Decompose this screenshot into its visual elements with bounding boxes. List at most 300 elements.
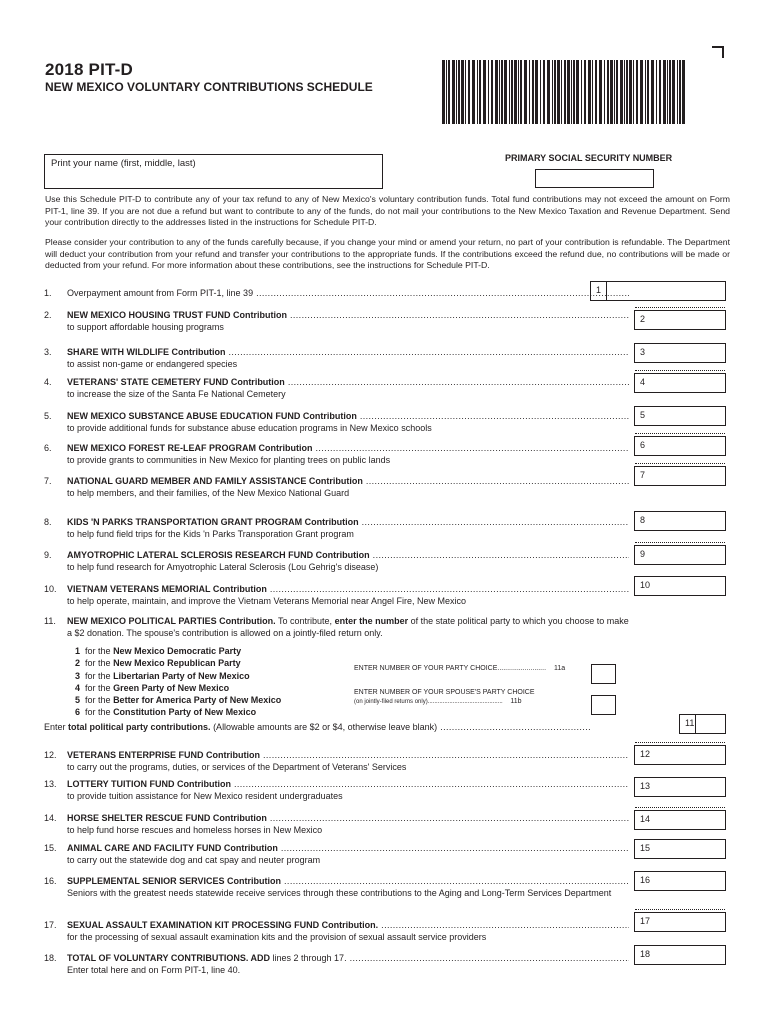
- line-number: 10.: [44, 584, 57, 594]
- line-16-title-wrap: [67, 875, 281, 887]
- line-6-title: NEW MEXICO FOREST RE-LEAF PROGRAM Contribution: [67, 443, 313, 453]
- line-3: [44, 346, 629, 370]
- barcode-bar: [599, 60, 602, 124]
- line-13: [44, 778, 629, 802]
- barcode-bar: [656, 60, 657, 124]
- amount-box-18[interactable]: [634, 945, 726, 965]
- line-8-description: to help fund field trips for the Kids 'n Parks Transporation Grant program: [67, 529, 354, 540]
- barcode-bar: [518, 60, 519, 124]
- line-10: [44, 583, 629, 607]
- line-11-text-a: To contribute,: [278, 616, 333, 626]
- line-number: 9.: [44, 550, 52, 560]
- barcode-bar: [647, 60, 649, 124]
- line-3-head: [67, 346, 629, 358]
- amount-box-4[interactable]: [634, 373, 726, 393]
- barcode-bar: [626, 60, 628, 124]
- line-6: [44, 442, 629, 466]
- barcode-bar: [479, 60, 481, 124]
- barcode-bar: [468, 60, 470, 124]
- barcode-bar: [557, 60, 560, 124]
- party-number: 5: [75, 695, 81, 706]
- line-number: 15.: [44, 843, 57, 853]
- line-15-description: to carry out the statewide dog and cat spay and neuter program: [67, 855, 321, 866]
- line-1-title: Overpayment amount from Form PIT-1, line 39: [67, 288, 254, 298]
- line-2-title-wrap: [67, 309, 287, 321]
- line-5-title: NEW MEXICO SUBSTANCE ABUSE EDUCATION FUND Contribution: [67, 411, 357, 421]
- line-18: [44, 952, 629, 976]
- registration-corner-mark: [712, 46, 724, 58]
- barcode-bar: [524, 60, 527, 124]
- box-number-9: 9: [640, 549, 646, 559]
- amount-box-14[interactable]: [634, 810, 726, 830]
- party-number: 3: [75, 670, 81, 681]
- line-18-title-tail: lines 2 through 17.: [272, 953, 347, 963]
- line-16-head: [67, 875, 629, 887]
- amount-box-1[interactable]: [590, 281, 726, 301]
- line-5: [44, 410, 629, 434]
- line-12-title: VETERANS ENTERPRISE FUND Contribution: [67, 750, 260, 760]
- barcode-bar: [552, 60, 553, 124]
- barcode-bar: [595, 60, 597, 124]
- line-number: 18.: [44, 953, 57, 963]
- line-2: [44, 309, 629, 333]
- line-14-description: to help fund horse rescues and homeless horses in New Mexico: [67, 825, 323, 836]
- barcode-bar: [452, 60, 455, 124]
- party-pre: for the: [85, 695, 111, 706]
- box-number-10: 10: [640, 580, 651, 590]
- line-7-text: [67, 475, 629, 499]
- line-11-text-c: of the state political party to which you choose to make a $2 donation. The spouse's contribution is allowed on a jointly-filed return only.: [67, 616, 629, 639]
- total-bold: total political party contributions.: [68, 722, 211, 732]
- box-number-14: 14: [640, 814, 651, 824]
- leader-dots: [270, 583, 629, 595]
- leader-dots: [288, 376, 629, 388]
- line-12: [44, 749, 629, 773]
- line-2-title: NEW MEXICO HOUSING TRUST FUND Contribution: [67, 310, 287, 320]
- line-11-title: NEW MEXICO POLITICAL PARTIES Contribution.: [67, 616, 276, 626]
- line-11-text: [67, 615, 629, 639]
- barcode-bar: [501, 60, 503, 124]
- line-3-title: SHARE WITH WILDLIFE Contribution: [67, 347, 226, 357]
- line-9-title: AMYOTROPHIC LATERAL SCLEROSIS RESEARCH FUND Contribution: [67, 550, 370, 560]
- amount-box-16[interactable]: [634, 871, 726, 891]
- line-8-head: [67, 516, 629, 528]
- box-guide-line: [635, 307, 725, 308]
- barcode-bar: [499, 60, 500, 124]
- line-2-description: to support affordable housing programs: [67, 322, 224, 333]
- line-13-description: to provide tuition assistance for New Mexico resident undergraduates: [67, 791, 343, 802]
- line-6-text: [67, 442, 629, 466]
- line-15-head: [67, 842, 629, 854]
- barcode-bar: [465, 60, 466, 124]
- instructions-paragraph-2: Please consider your contribution to any of the funds carefully because, if you change your mind or amend your return, no part of your contribution is refundable. The Department will deduct your contribution from your refund and transfer your contributions to the appropriate funds. If the contributions exceed the refund due, no contributions will be made or deducted from your refund. For more information about these contributions, see the instructions for Schedule PIT-D.: [45, 237, 730, 271]
- line-11-total-text: [44, 721, 437, 733]
- party-pre: for the: [85, 646, 111, 656]
- line-8-title: KIDS 'N PARKS TRANSPORTATION GRANT PROGRAM Contribution: [67, 517, 359, 527]
- line-7-description: to help members, and their families, of the New Mexico National Guard: [67, 488, 350, 499]
- box-number-1: 1: [591, 282, 607, 300]
- form-subtitle: NEW MEXICO VOLUNTARY CONTRIBUTIONS SCHEDULE: [45, 80, 373, 94]
- barcode-bar: [584, 60, 586, 124]
- line-10-head: [67, 583, 629, 595]
- barcode-bar: [571, 60, 572, 124]
- line-17-title: SEXUAL ASSAULT EXAMINATION KIT PROCESSING FUND Contribution.: [67, 920, 379, 930]
- box-number-18: 18: [640, 949, 651, 959]
- line-3-description: to assist non-game or endangered species: [67, 359, 238, 370]
- box-number-6: 6: [640, 440, 646, 450]
- line-4-description: to increase the size of the Santa Fe National Cemetery: [67, 389, 286, 400]
- box-number-12: 12: [640, 749, 651, 759]
- line-14-head: [67, 812, 629, 824]
- party-number: 6: [75, 707, 81, 718]
- taxpayer-name-field[interactable]: [44, 154, 383, 189]
- leader-dots: [281, 842, 629, 854]
- leader-dots: [362, 516, 629, 528]
- box-number-5: 5: [640, 410, 646, 420]
- line-number: 14.: [44, 813, 57, 823]
- line-number: 8.: [44, 517, 52, 527]
- ssn-input[interactable]: [535, 169, 654, 188]
- line-9: [44, 549, 629, 573]
- barcode-bar: [592, 60, 593, 124]
- barcode-bar: [554, 60, 556, 124]
- box-guide-line: [635, 370, 725, 371]
- barcode-bar: [669, 60, 671, 124]
- barcode-bar: [651, 60, 654, 124]
- line-14-text: [67, 812, 629, 836]
- party-pre: for the: [85, 707, 111, 718]
- line-1-head: [67, 287, 629, 299]
- line-15: [44, 842, 629, 866]
- line-11: [44, 615, 629, 639]
- box-guide-line: [635, 463, 725, 464]
- line-number: 5.: [44, 411, 52, 421]
- leader-dots: [256, 287, 629, 299]
- line-18-description: Enter total here and on Form PIT-1, line 40.: [67, 965, 241, 976]
- box-number-17: 17: [640, 916, 651, 926]
- line-9-title-wrap: [67, 549, 370, 561]
- line-12-text: [67, 749, 629, 773]
- party-name: New Mexico Democratic Party: [113, 646, 242, 656]
- barcode-bar: [607, 60, 609, 124]
- barcode-bar: [529, 60, 530, 124]
- amount-box-10[interactable]: [634, 576, 726, 596]
- line-number: 2.: [44, 310, 52, 320]
- barcode-bar: [667, 60, 668, 124]
- barcode-bar: [477, 60, 478, 124]
- barcode-bar: [636, 60, 638, 124]
- barcode-bar: [624, 60, 625, 124]
- line-15-title: ANIMAL CARE AND FACILITY FUND Contribution: [67, 843, 278, 853]
- line-8-title-wrap: [67, 516, 359, 528]
- party-item: [75, 657, 281, 669]
- barcode-bar: [672, 60, 675, 124]
- box-number-2: 2: [640, 314, 646, 324]
- line-11-text-b: enter the number: [334, 616, 409, 626]
- barcode-bar: [504, 60, 507, 124]
- line-9-description: to help fund research for Amyotrophic Lateral Sclerosis (Lou Gehrig's disease): [67, 562, 379, 573]
- party-item: [75, 645, 281, 657]
- party-number: 4: [75, 682, 81, 693]
- barcode-bar: [614, 60, 615, 124]
- spouse-choice-sub-text: (on jointly-filed returns only): [354, 699, 428, 705]
- line-17: [44, 919, 629, 943]
- line-5-description: to provide additional funds for substance abuse education programs in New Mexico schools: [67, 423, 432, 434]
- party-choice-text: ENTER NUMBER OF YOUR PARTY CHOICE: [354, 665, 498, 672]
- barcode-bar: [511, 60, 513, 124]
- barcode-bar: [604, 60, 605, 124]
- barcode-bar: [564, 60, 566, 124]
- leader-dots: [360, 410, 629, 422]
- barcode-bar: [620, 60, 623, 124]
- line-10-description: to help operate, maintain, and improve the Vietnam Veterans Memorial near Angel Fire, New Mexico: [67, 596, 467, 607]
- line-16: [44, 875, 629, 899]
- barcode-bar: [629, 60, 632, 124]
- line-3-title-wrap: [67, 346, 225, 358]
- barcode-bar: [610, 60, 613, 124]
- line-13-title-wrap: [67, 778, 231, 790]
- line-7-title: NATIONAL GUARD MEMBER AND FAMILY ASSISTANCE Contribution: [67, 476, 363, 486]
- line-8: [44, 516, 629, 540]
- line-17-description: for the processing of sexual assault examination kits and the provision of sexual assault service providers: [67, 932, 487, 943]
- line-18-title: TOTAL OF VOLUNTARY CONTRIBUTIONS. ADD: [67, 953, 270, 963]
- line-11-total-head: [44, 721, 644, 733]
- form-title: 2018 PIT-D: [45, 60, 133, 79]
- barcode-bar: [514, 60, 517, 124]
- leader-dots: [234, 778, 629, 790]
- line-number: 13.: [44, 779, 57, 789]
- line-11-total: [44, 721, 644, 733]
- line-13-head: [67, 778, 629, 790]
- line-14-title: HORSE SHELTER RESCUE FUND Contribution: [67, 813, 267, 823]
- spouse-choice-id: 11b: [510, 698, 522, 705]
- party-item: [75, 670, 281, 682]
- leader-dots: [381, 919, 629, 931]
- party-choice-id: 11a: [553, 665, 566, 672]
- barcode-bar: [576, 60, 579, 124]
- barcode-bar: [659, 60, 661, 124]
- box-guide-line: [635, 542, 725, 543]
- barcode-bar: [520, 60, 522, 124]
- line-number: 7.: [44, 476, 52, 486]
- barcode-bar: [588, 60, 591, 124]
- line-18-title-wrap: [67, 952, 347, 964]
- line-4-title-wrap: [67, 376, 285, 388]
- box-number-7: 7: [640, 470, 646, 480]
- leader-dots: [366, 475, 629, 487]
- barcode-bar: [509, 60, 510, 124]
- party-item: [75, 682, 281, 694]
- amount-box-2[interactable]: [634, 310, 726, 330]
- line-16-text: [67, 875, 629, 899]
- line-16-title: SUPPLEMENTAL SENIOR SERVICES Contribution: [67, 876, 282, 886]
- amount-box-7[interactable]: [634, 466, 726, 486]
- box-number-15: 15: [640, 843, 651, 853]
- party-name: Libertarian Party of New Mexico: [113, 670, 250, 681]
- barcode-bar: [645, 60, 646, 124]
- leader-dots: [263, 749, 629, 761]
- barcode-bar: [491, 60, 493, 124]
- spouse-choice-input[interactable]: [591, 695, 616, 715]
- amount-box-8[interactable]: [634, 511, 726, 531]
- instructions-paragraph-1: Use this Schedule PIT-D to contribute any of your tax refund to any of New Mexico's voluntary contribution funds. Total fund contributions may not exceed the amount on Form PIT-1, line 39. If you are not due a refund but want to contribute to any of the funds, do not mail your contributions to the New Mexico Taxation and Revenue Department. Send your contribution directly to the addresses listed in the instructions for Schedule PIT-D.: [45, 194, 730, 228]
- barcode-bar: [472, 60, 475, 124]
- line-6-description: to provide grants to communities in New Mexico for planting trees on public lands: [67, 455, 391, 466]
- line-12-head: [67, 749, 629, 761]
- total-post: (Allowable amounts are $2 or $4, otherwise leave blank): [213, 722, 438, 732]
- box-number-16: 16: [640, 875, 651, 885]
- line-1-title-wrap: [67, 287, 253, 299]
- barcode-bar: [640, 60, 643, 124]
- line-6-head: [67, 442, 629, 454]
- line-17-text: [67, 919, 629, 943]
- line-10-text: [67, 583, 629, 607]
- leader-dots: [315, 442, 629, 454]
- barcode-bar: [540, 60, 541, 124]
- line-number: 17.: [44, 920, 57, 930]
- line-2-head: [67, 309, 629, 321]
- line-8-text: [67, 516, 629, 540]
- barcode-bar: [446, 60, 447, 124]
- party-name: Green Party of New Mexico: [113, 682, 230, 693]
- leader-dots: [270, 812, 629, 824]
- line-17-head: [67, 919, 629, 931]
- box-number-8: 8: [640, 515, 646, 525]
- amount-box-13[interactable]: [634, 777, 726, 797]
- line-1-text: [67, 287, 629, 299]
- party-pre: for the: [85, 682, 111, 693]
- line-9-head: [67, 549, 629, 561]
- form-barcode: [440, 60, 690, 124]
- line-4-head: [67, 376, 629, 388]
- leader-dots: [290, 309, 629, 321]
- party-choice-input[interactable]: [591, 664, 616, 684]
- amount-box-17[interactable]: [634, 912, 726, 932]
- party-item: [75, 694, 281, 706]
- line-15-text: [67, 842, 629, 866]
- barcode-bar: [573, 60, 575, 124]
- barcode-bar: [532, 60, 534, 124]
- line-10-title-wrap: [67, 583, 267, 595]
- line-12-title-wrap: [67, 749, 260, 761]
- spouse-choice-sub: (on jointly-filed returns only)............................................. 11b: [354, 698, 522, 705]
- spouse-choice-label: ENTER NUMBER OF YOUR SPOUSE'S PARTY CHOICE: [354, 689, 535, 696]
- barcode-bar: [547, 60, 550, 124]
- barcode-bar: [461, 60, 464, 124]
- barcode-bar: [567, 60, 570, 124]
- box-number-13: 13: [640, 781, 651, 791]
- amount-box-3[interactable]: [634, 343, 726, 363]
- leader-dots: [440, 721, 590, 733]
- line-number: 1.: [44, 288, 52, 298]
- party-choice-label: ENTER NUMBER OF YOUR PARTY CHOICE......................... 11a: [354, 665, 566, 672]
- barcode-bar: [543, 60, 545, 124]
- amount-box-9[interactable]: [634, 545, 726, 565]
- barcode-bar: [561, 60, 562, 124]
- amount-box-11[interactable]: [679, 714, 726, 734]
- party-number: 1: [75, 646, 81, 656]
- party-pre: for the: [85, 670, 111, 681]
- barcode-bar: [663, 60, 666, 124]
- leader-dots: [228, 346, 629, 358]
- amount-box-15[interactable]: [634, 839, 726, 859]
- box-guide-line: [635, 742, 725, 743]
- barcode-bar: [448, 60, 450, 124]
- barcode-bar: [581, 60, 582, 124]
- box-number-11: 11: [680, 715, 696, 733]
- barcode-bar: [488, 60, 489, 124]
- box-number-4: 4: [640, 377, 646, 387]
- line-18-text: [67, 952, 629, 976]
- line-6-title-wrap: [67, 442, 312, 454]
- line-3-text: [67, 346, 629, 370]
- party-pre: for the: [85, 658, 111, 669]
- line-4-text: [67, 376, 629, 400]
- ssn-label: PRIMARY SOCIAL SECURITY NUMBER: [505, 153, 673, 163]
- total-pre: Enter: [44, 722, 66, 732]
- barcode-bar: [679, 60, 681, 124]
- line-13-title: LOTTERY TUITION FUND Contribution: [67, 779, 231, 789]
- line-5-text: [67, 410, 629, 434]
- line-number: 3.: [44, 347, 52, 357]
- party-name: New Mexico Republican Party: [113, 658, 241, 669]
- line-7: [44, 475, 629, 499]
- line-number: 12.: [44, 750, 57, 760]
- line-15-title-wrap: [67, 842, 278, 854]
- amount-box-6[interactable]: [634, 436, 726, 456]
- box-number-3: 3: [640, 347, 646, 357]
- line-13-text: [67, 778, 629, 802]
- line-7-title-wrap: [67, 475, 363, 487]
- barcode-bar: [535, 60, 538, 124]
- line-10-title: VIETNAM VETERANS MEMORIAL Contribution: [67, 584, 267, 594]
- barcode-bar: [483, 60, 486, 124]
- barcode-bar: [682, 60, 685, 124]
- line-14-title-wrap: [67, 812, 267, 824]
- line-number: 16.: [44, 876, 57, 886]
- party-list: [75, 645, 281, 719]
- barcode-bar: [458, 60, 460, 124]
- line-5-title-wrap: [67, 410, 357, 422]
- line-17-title-wrap: [67, 919, 378, 931]
- line-number: 6.: [44, 443, 52, 453]
- leader-dots: [284, 875, 629, 887]
- party-item: [75, 706, 281, 718]
- barcode-bar: [616, 60, 618, 124]
- line-18-head: [67, 952, 629, 964]
- taxpayer-name-label: Print your name (first, middle, last): [51, 158, 196, 169]
- barcode-bar: [633, 60, 634, 124]
- line-1: [44, 287, 629, 299]
- barcode-bar: [495, 60, 498, 124]
- box-guide-line: [635, 909, 725, 910]
- amount-box-12[interactable]: [634, 745, 726, 765]
- party-number: 2: [75, 658, 81, 669]
- party-name: Better for America Party of New Mexico: [113, 695, 282, 706]
- line-number: 4.: [44, 377, 52, 387]
- leader-dots: [350, 952, 629, 964]
- amount-box-5[interactable]: [634, 406, 726, 426]
- line-7-head: [67, 475, 629, 487]
- barcode-bar: [442, 60, 445, 124]
- line-2-text: [67, 309, 629, 333]
- line-14: [44, 812, 629, 836]
- barcode-bar: [677, 60, 678, 124]
- box-guide-line: [635, 433, 725, 434]
- barcode-bar: [456, 60, 457, 124]
- leader-dots: [373, 549, 629, 561]
- line-12-description: to carry out the programs, duties, or services of the Department of Veterans' Services: [67, 762, 407, 773]
